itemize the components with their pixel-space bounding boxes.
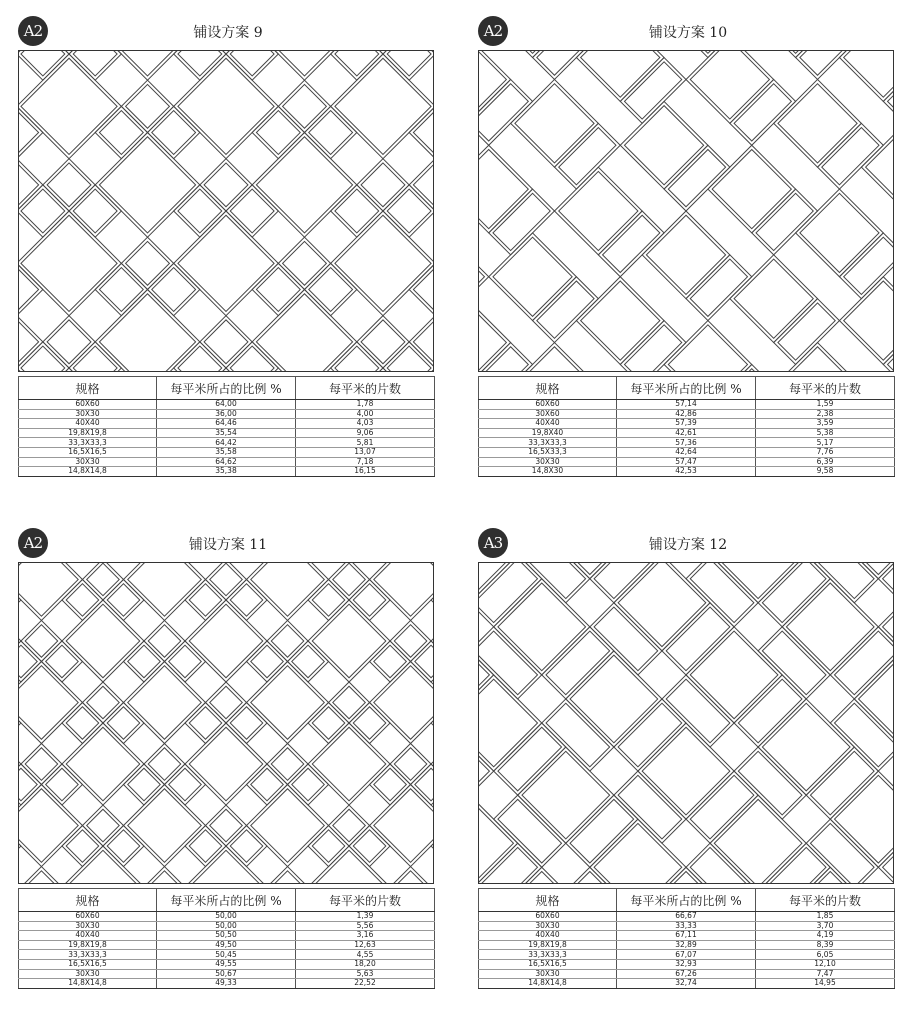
cell-count: 5,56 xyxy=(296,921,435,931)
cell-count: 7,47 xyxy=(756,969,895,979)
cell-count: 14,95 xyxy=(756,979,895,989)
table-row xyxy=(19,912,435,922)
series-badge: A2 xyxy=(18,16,48,46)
cell-count: 7,18 xyxy=(296,457,435,467)
table-row xyxy=(479,400,895,410)
table-row xyxy=(19,428,435,438)
table-header-row xyxy=(19,377,435,400)
cell-ratio: 32,89 xyxy=(617,940,756,950)
panel-title: 铺设方案 9 xyxy=(193,25,263,41)
cell-count: 8,39 xyxy=(756,940,895,950)
table-row xyxy=(479,931,895,941)
cell-ratio: 57,47 xyxy=(617,457,756,467)
table-row xyxy=(479,447,895,457)
table-row xyxy=(479,921,895,931)
cell-ratio: 50,45 xyxy=(157,950,296,960)
cell-ratio: 42,53 xyxy=(617,467,756,477)
cell-count: 5,81 xyxy=(296,438,435,448)
cell-spec: 16,5X33,3 xyxy=(479,447,617,457)
header-count: 每平米的片数 xyxy=(296,377,435,400)
header-spec: 规格 xyxy=(479,377,617,400)
table-header-row xyxy=(479,377,895,400)
table-row xyxy=(479,959,895,969)
cell-ratio: 57,39 xyxy=(617,419,756,429)
spec-table xyxy=(478,376,895,477)
cell-ratio: 35,38 xyxy=(157,467,296,477)
cell-ratio: 57,14 xyxy=(617,400,756,410)
cell-spec: 19,8X19,8 xyxy=(479,940,617,950)
series-badge: A2 xyxy=(478,16,508,46)
cell-count: 9,06 xyxy=(296,428,435,438)
cell-spec: 30X30 xyxy=(479,457,617,467)
cell-ratio: 49,50 xyxy=(157,940,296,950)
cell-spec: 60X60 xyxy=(19,912,157,922)
panel-title: 铺设方案 10 xyxy=(648,25,728,41)
table-row xyxy=(479,428,895,438)
cell-spec: 40X40 xyxy=(19,419,157,429)
table-header-row xyxy=(479,889,895,912)
cell-spec: 33,3X33,3 xyxy=(479,438,617,448)
header-count: 每平米的片数 xyxy=(756,377,895,400)
cell-ratio: 67,26 xyxy=(617,969,756,979)
cell-spec: 14,8X14,8 xyxy=(19,467,157,477)
cell-spec: 30X30 xyxy=(479,921,617,931)
cell-spec: 40X40 xyxy=(479,931,617,941)
table-row xyxy=(479,969,895,979)
cell-count: 2,38 xyxy=(756,409,895,419)
cell-spec: 33,3X33,3 xyxy=(479,950,617,960)
header-count: 每平米的片数 xyxy=(296,889,435,912)
table-row xyxy=(19,950,435,960)
table-row xyxy=(19,940,435,950)
cell-count: 4,03 xyxy=(296,419,435,429)
series-badge: A3 xyxy=(478,528,508,558)
cell-spec: 60X60 xyxy=(19,400,157,410)
cell-ratio: 49,55 xyxy=(157,959,296,969)
cell-spec: 40X40 xyxy=(479,419,617,429)
table-row xyxy=(479,979,895,989)
cell-ratio: 49,33 xyxy=(157,979,296,989)
cell-spec: 19,8X19,8 xyxy=(19,428,157,438)
cell-spec: 40X40 xyxy=(19,931,157,941)
header-spec: 规格 xyxy=(19,377,157,400)
cell-ratio: 32,93 xyxy=(617,959,756,969)
cell-count: 6,05 xyxy=(756,950,895,960)
cell-ratio: 67,07 xyxy=(617,950,756,960)
header-ratio: 每平米所占的比例 % xyxy=(157,377,296,400)
table-row xyxy=(479,950,895,960)
table-row xyxy=(19,438,435,448)
cell-ratio: 35,54 xyxy=(157,428,296,438)
cell-ratio: 35,58 xyxy=(157,447,296,457)
table-row xyxy=(19,400,435,410)
cell-ratio: 36,00 xyxy=(157,409,296,419)
cell-ratio: 64,46 xyxy=(157,419,296,429)
spec-table xyxy=(18,888,435,989)
table-row xyxy=(19,457,435,467)
cell-spec: 19,8X40 xyxy=(479,428,617,438)
cell-spec: 30X30 xyxy=(19,457,157,467)
table-row xyxy=(479,409,895,419)
cell-count: 12,63 xyxy=(296,940,435,950)
cell-spec: 16,5X16,5 xyxy=(19,447,157,457)
cell-ratio: 42,86 xyxy=(617,409,756,419)
table-row xyxy=(19,447,435,457)
cell-count: 6,39 xyxy=(756,457,895,467)
cell-ratio: 50,50 xyxy=(157,931,296,941)
cell-spec: 30X30 xyxy=(479,969,617,979)
table-row xyxy=(479,438,895,448)
cell-spec: 14,8X30 xyxy=(479,467,617,477)
panel-title: 铺设方案 12 xyxy=(648,537,728,553)
header-ratio: 每平米所占的比例 % xyxy=(617,377,756,400)
cell-spec: 60X60 xyxy=(479,912,617,922)
cell-count: 1,59 xyxy=(756,400,895,410)
cell-ratio: 32,74 xyxy=(617,979,756,989)
table-row xyxy=(19,931,435,941)
tile-layout-diagram xyxy=(478,50,894,372)
cell-count: 4,19 xyxy=(756,931,895,941)
table-row xyxy=(19,419,435,429)
cell-count: 5,17 xyxy=(756,438,895,448)
cell-spec: 19,8X19,8 xyxy=(19,940,157,950)
cell-ratio: 57,36 xyxy=(617,438,756,448)
cell-spec: 30X30 xyxy=(19,969,157,979)
cell-spec: 33,3X33,3 xyxy=(19,950,157,960)
table-row xyxy=(19,409,435,419)
table-row xyxy=(19,467,435,477)
tile-layout-diagram xyxy=(478,562,894,884)
cell-ratio: 50,00 xyxy=(157,912,296,922)
series-badge: A2 xyxy=(18,528,48,558)
cell-count: 9,58 xyxy=(756,467,895,477)
cell-ratio: 50,67 xyxy=(157,969,296,979)
header-ratio: 每平米所占的比例 % xyxy=(157,889,296,912)
table-row xyxy=(19,921,435,931)
table-row xyxy=(19,969,435,979)
table-row xyxy=(479,457,895,467)
header-count: 每平米的片数 xyxy=(756,889,895,912)
cell-count: 3,16 xyxy=(296,931,435,941)
cell-ratio: 64,00 xyxy=(157,400,296,410)
cell-spec: 14,8X14,8 xyxy=(19,979,157,989)
cell-ratio: 67,11 xyxy=(617,931,756,941)
cell-count: 5,38 xyxy=(756,428,895,438)
cell-spec: 30X30 xyxy=(19,409,157,419)
table-header-row xyxy=(19,889,435,912)
cell-spec: 16,5X16,5 xyxy=(479,959,617,969)
cell-ratio: 42,64 xyxy=(617,447,756,457)
cell-spec: 60X60 xyxy=(479,400,617,410)
table-row xyxy=(19,979,435,989)
cell-count: 1,85 xyxy=(756,912,895,922)
cell-ratio: 66,67 xyxy=(617,912,756,922)
cell-count: 3,70 xyxy=(756,921,895,931)
tile-layout-diagram xyxy=(18,562,434,884)
cell-spec: 16,5X16,5 xyxy=(19,959,157,969)
cell-count: 5,63 xyxy=(296,969,435,979)
table-row xyxy=(479,912,895,922)
header-ratio: 每平米所占的比例 % xyxy=(617,889,756,912)
cell-count: 7,76 xyxy=(756,447,895,457)
cell-count: 3,59 xyxy=(756,419,895,429)
cell-ratio: 33,33 xyxy=(617,921,756,931)
cell-count: 22,52 xyxy=(296,979,435,989)
cell-count: 13,07 xyxy=(296,447,435,457)
cell-count: 1,78 xyxy=(296,400,435,410)
header-spec: 规格 xyxy=(19,889,157,912)
spec-table xyxy=(18,376,435,477)
cell-ratio: 42,61 xyxy=(617,428,756,438)
table-row xyxy=(19,959,435,969)
tile-layout-diagram xyxy=(18,50,434,372)
cell-spec: 33,3X33,3 xyxy=(19,438,157,448)
cell-ratio: 50,00 xyxy=(157,921,296,931)
table-row xyxy=(479,940,895,950)
cell-count: 1,39 xyxy=(296,912,435,922)
cell-count: 12,10 xyxy=(756,959,895,969)
cell-ratio: 64,42 xyxy=(157,438,296,448)
cell-count: 4,55 xyxy=(296,950,435,960)
header-spec: 规格 xyxy=(479,889,617,912)
cell-spec: 14,8X14,8 xyxy=(479,979,617,989)
table-row xyxy=(479,467,895,477)
cell-ratio: 64,62 xyxy=(157,457,296,467)
spec-table xyxy=(478,888,895,989)
table-row xyxy=(479,419,895,429)
cell-count: 16,15 xyxy=(296,467,435,477)
panel-title: 铺设方案 11 xyxy=(188,537,268,553)
cell-spec: 30X60 xyxy=(479,409,617,419)
cell-spec: 30X30 xyxy=(19,921,157,931)
cell-count: 18,20 xyxy=(296,959,435,969)
cell-count: 4,00 xyxy=(296,409,435,419)
